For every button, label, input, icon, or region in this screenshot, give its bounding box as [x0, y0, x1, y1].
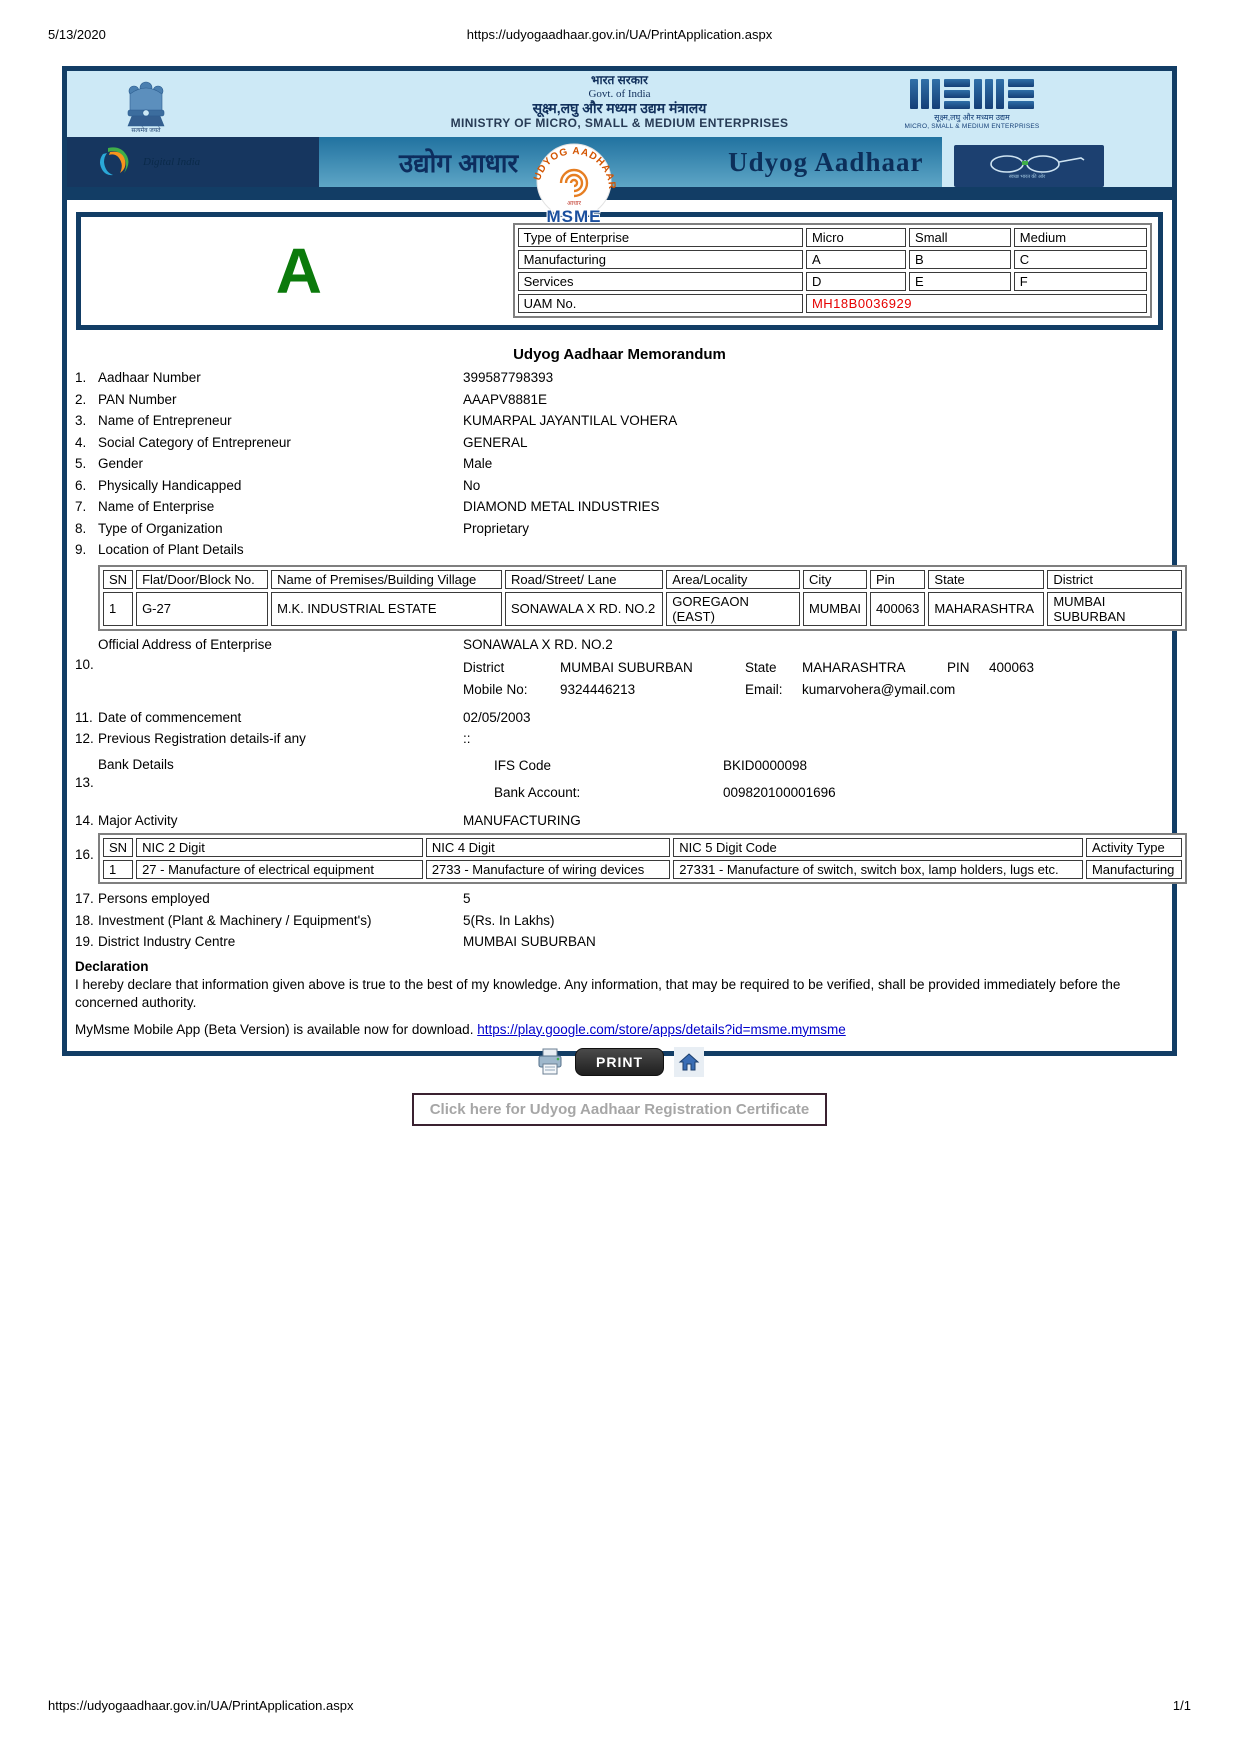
item-value: MUMBAI SUBURBAN	[463, 934, 596, 949]
plant-cell: M.K. INDUSTRIAL ESTATE	[271, 592, 502, 626]
item-number: 6.	[75, 477, 87, 493]
page-actions	[0, 1047, 1239, 1126]
plant-header-cell: Flat/Door/Block No.	[136, 570, 268, 589]
item-number: 4.	[75, 434, 87, 450]
digital-india-label: Digital India	[143, 156, 201, 168]
item-number: 1.	[75, 370, 87, 385]
item-number: 12.	[75, 731, 94, 746]
item-label: Aadhaar Number	[98, 370, 201, 385]
ministry-hindi-text: सूक्ष्म,लघु और मध्यम उद्यम मंत्रालय	[532, 100, 707, 117]
svg-text:UDYOG AADHAAR: UDYOG AADHAAR	[532, 145, 618, 191]
item-value: Proprietary	[463, 520, 530, 536]
item-value: No	[463, 477, 481, 493]
district-value: MUMBAI SUBURBAN	[560, 659, 693, 675]
item-number: 16.	[75, 847, 94, 862]
nic-codes-table	[98, 833, 1187, 884]
item-number: 13.	[75, 774, 94, 790]
plant-header-cell: SN	[103, 570, 133, 589]
item-number: 9.	[75, 542, 87, 557]
item-value: Male	[463, 456, 493, 471]
type-table-header-cell: Medium	[1014, 228, 1147, 247]
plant-header-cell: State	[928, 570, 1044, 589]
roundel-msme-text: MSME	[546, 207, 602, 226]
certificate-container	[62, 66, 1177, 1056]
banner-right-segment	[942, 137, 1172, 187]
memo-item-13	[75, 756, 1164, 810]
item-label: Name of Enterprise	[98, 499, 215, 514]
bank-account-row	[494, 783, 836, 802]
nic-table-data-row	[103, 860, 1182, 879]
mymsme-text: MyMsme Mobile App (Beta Version) is available now for download.	[75, 1021, 478, 1037]
state-value: MAHARASHTRA	[802, 659, 906, 675]
item-value: 5	[463, 891, 471, 906]
item-label: Major Activity	[98, 812, 178, 828]
item-value: MANUFACTURING	[463, 812, 581, 828]
type-table-cell: F	[1014, 272, 1147, 291]
plant-cell: 1	[103, 592, 133, 626]
type-table-cell: E	[909, 272, 1011, 291]
memo-item-11	[75, 707, 1164, 729]
type-table-cell: Manufacturing	[518, 250, 803, 269]
nic-cell: 27 - Manufacture of electrical equipment	[136, 860, 423, 879]
plant-cell: MUMBAI SUBURBAN	[1047, 592, 1182, 626]
plant-cell: MUMBAI	[803, 592, 867, 626]
memo-item-18	[75, 910, 1164, 932]
plant-cell: 400063	[870, 592, 925, 626]
item-value: 02/05/2003	[463, 709, 531, 725]
type-table-header-cell: Type of Enterprise	[518, 228, 803, 247]
plant-header-cell: Road/Street/ Lane	[505, 570, 663, 589]
msme-logo-english-text: MICRO, SMALL & MEDIUM ENTERPRISES	[904, 123, 1040, 130]
type-table-cell: A	[806, 250, 906, 269]
memo-item-1	[75, 367, 1164, 389]
uam-number-value: MH18B0036929	[806, 294, 1147, 313]
plant-table-header-row	[103, 570, 1182, 589]
bank-details-label: Bank Details	[98, 756, 174, 772]
item-number: 10.	[75, 656, 94, 672]
memo-item-5	[75, 453, 1164, 475]
ifs-code-label: IFS Code	[494, 757, 552, 773]
udyog-aadhaar-english-title: Udyog Aadhaar	[728, 146, 924, 177]
uam-label-cell: UAM No.	[518, 294, 803, 313]
plant-cell: MAHARASHTRA	[928, 592, 1044, 626]
mymsme-playstore-link[interactable]: https://play.google.com/store/apps/details?id=msme.mymsme	[477, 1021, 846, 1037]
print-footer-page: 1/1	[1172, 1698, 1191, 1713]
item-number: 19.	[75, 934, 94, 949]
plant-cell: G-27	[136, 592, 268, 626]
item-label: Physically Handicapped	[98, 477, 242, 493]
banner-middle	[319, 137, 942, 187]
item-label: Date of commencement	[98, 709, 242, 725]
type-table-cell: B	[909, 250, 1011, 269]
svg-text:स्वच्छ भारत की ओर: स्वच्छ भारत की ओर	[1008, 174, 1046, 180]
item-label: Name of Entrepreneur	[98, 413, 232, 428]
bank-account-value: 009820100001696	[723, 784, 836, 800]
item-value: KUMARPAL JAYANTILAL VOHERA	[463, 413, 678, 428]
item-number: 5.	[75, 456, 87, 471]
type-table-header-cell: Small	[909, 228, 1011, 247]
state-label: State	[745, 659, 777, 675]
item-label: Previous Registration details-if any	[98, 731, 306, 746]
item-value: ::	[463, 731, 471, 746]
memo-item-7	[75, 496, 1164, 518]
item-number: 14.	[75, 812, 94, 828]
plant-header-cell: Name of Premises/Building Village	[271, 570, 502, 589]
digital-india-segment	[67, 137, 319, 187]
memo-item-4	[75, 432, 1164, 454]
memo-item-8	[75, 518, 1164, 540]
item-number: 11.	[75, 709, 93, 725]
udyog-aadhaar-hindi-title: उद्योग आधार	[399, 148, 519, 178]
nic-header-cell: NIC 2 Digit	[136, 838, 423, 857]
svg-text:सत्यमेव जयते: सत्यमेव जयते	[131, 128, 161, 134]
mobile-label: Mobile No:	[463, 681, 528, 697]
item-value: DIAMOND METAL INDUSTRIES	[463, 499, 660, 514]
memo-item-16	[75, 833, 1175, 884]
item-number: 17.	[75, 891, 94, 906]
nic-header-cell: NIC 4 Digit	[426, 838, 670, 857]
memo-item-3	[75, 410, 1164, 432]
govt-hindi-text: भारत सरकार	[591, 73, 648, 87]
item-number: 2.	[75, 391, 87, 407]
email-label: Email:	[745, 681, 783, 697]
item-label: PAN Number	[98, 391, 177, 407]
memo-item-17	[75, 888, 1164, 910]
print-header-url: https://udyogaadhaar.gov.in/UA/PrintApplication.aspx	[466, 27, 773, 42]
registration-certificate-button[interactable]: Click here for Udyog Aadhaar Registration Certificate	[412, 1093, 828, 1126]
nic-cell: 1	[103, 860, 133, 879]
bank-account-label: Bank Account:	[494, 784, 581, 800]
item-number: 18.	[75, 912, 94, 928]
declaration-text: I hereby declare that information given above is true to the best of my knowledge. Any information, that may be required to be verified, shall be provided immediately before the concerned authority.	[75, 976, 1121, 1010]
official-address-value: SONAWALA X RD. NO.2	[463, 636, 613, 652]
print-footer-url: https://udyogaadhaar.gov.in/UA/PrintApplication.aspx	[48, 1698, 354, 1713]
ministry-english-text: MINISTRY OF MICRO, SMALL & MEDIUM ENTERPRISES	[450, 115, 789, 130]
item-label: District Industry Centre	[98, 934, 236, 949]
item-value: 399587798393	[463, 370, 554, 385]
item-number: 7.	[75, 499, 87, 514]
plant-table-data-row	[103, 592, 1182, 626]
print-header-date: 5/13/2020	[48, 27, 106, 42]
ifs-code-value: BKID0000098	[723, 757, 808, 773]
email-value: kumarvohera@ymail.com	[802, 681, 956, 697]
official-address-label: Official Address of Enterprise	[98, 636, 272, 652]
memo-item-14	[75, 810, 1164, 832]
plant-header-cell: City	[803, 570, 867, 589]
nic-cell: 2733 - Manufacture of wiring devices	[426, 860, 670, 879]
msme-bars-icon	[887, 79, 1057, 109]
declaration-heading: Declaration	[75, 958, 149, 974]
official-address-row	[75, 635, 1164, 655]
nic-table-header-row	[103, 838, 1182, 857]
plant-details-table	[98, 565, 1187, 631]
plant-header-cell: Area/Locality	[666, 570, 800, 589]
item-number: 8.	[75, 520, 87, 536]
item-label: Social Category of Entrepreneur	[98, 434, 291, 450]
item-value	[463, 539, 1164, 561]
govt-english-text: Govt. of India	[588, 87, 651, 100]
svg-text:आधार: आधार	[567, 201, 581, 207]
district-state-pin-row	[75, 657, 1164, 679]
memo-item-6	[75, 475, 1164, 497]
plant-cell: GOREGAON (EAST)	[666, 592, 800, 626]
memo-item-9	[75, 539, 1164, 561]
nic-header-cell: Activity Type	[1086, 838, 1182, 857]
item-value: 5(Rs. In Lakhs)	[463, 912, 555, 928]
type-table-cell: C	[1014, 250, 1147, 269]
memo-item-2	[75, 389, 1164, 411]
memorandum-content	[67, 346, 1175, 1037]
type-table-cell: D	[806, 272, 906, 291]
pin-label: PIN	[947, 659, 970, 675]
udyog-aadhaar-roundel-logo	[519, 141, 629, 227]
item-label: Gender	[98, 456, 144, 471]
nic-cell: Manufacturing	[1086, 860, 1182, 879]
enterprise-type-table	[513, 223, 1152, 318]
enterprise-grade: A	[275, 235, 322, 307]
item-label: Investment (Plant & Machinery / Equipment's)	[98, 912, 372, 928]
plant-cell: SONAWALA X RD. NO.2	[505, 592, 663, 626]
print-button[interactable]: PRINT	[575, 1048, 664, 1076]
item-value: AAAPV8881E	[463, 391, 548, 407]
item-label: Persons employed	[98, 891, 210, 906]
plant-header-cell: Pin	[870, 570, 925, 589]
memo-item-10	[75, 657, 1164, 701]
mymsme-line	[75, 1022, 1164, 1037]
printer-icon[interactable]	[535, 1047, 565, 1077]
type-table-cell: Services	[518, 272, 803, 291]
home-icon[interactable]	[674, 1047, 704, 1077]
type-table-header-cell: Micro	[806, 228, 906, 247]
memorandum-title: Udyog Aadhaar Memorandum	[513, 346, 726, 363]
mobile-email-row	[75, 679, 1164, 701]
item-label: Location of Plant Details	[98, 542, 244, 557]
msme-logo-hindi-text: सूक्ष्म,लघु और मध्यम उद्यम	[934, 113, 1010, 122]
enterprise-panel	[76, 212, 1163, 330]
ifs-code-row	[494, 756, 836, 775]
item-number: 3.	[75, 413, 87, 428]
nic-cell: 27331 - Manufacture of switch, switch box, lamp holders, lugs etc.	[673, 860, 1083, 879]
nic-header-cell: SN	[103, 838, 133, 857]
plant-header-cell: District	[1047, 570, 1182, 589]
pin-value: 400063	[989, 659, 1035, 675]
district-label: District	[463, 659, 505, 675]
spectacles-icon	[954, 145, 1104, 187]
item-value: GENERAL	[463, 434, 528, 450]
item-label: Type of Organization	[98, 520, 223, 536]
mobile-value: 9324446213	[560, 681, 636, 697]
nic-header-cell: NIC 5 Digit Code	[673, 838, 1083, 857]
memo-item-12	[75, 728, 1164, 750]
header-band	[67, 71, 1172, 137]
msme-logo	[887, 79, 1057, 130]
digital-india-icon	[95, 144, 135, 180]
memo-item-19	[75, 931, 1164, 953]
